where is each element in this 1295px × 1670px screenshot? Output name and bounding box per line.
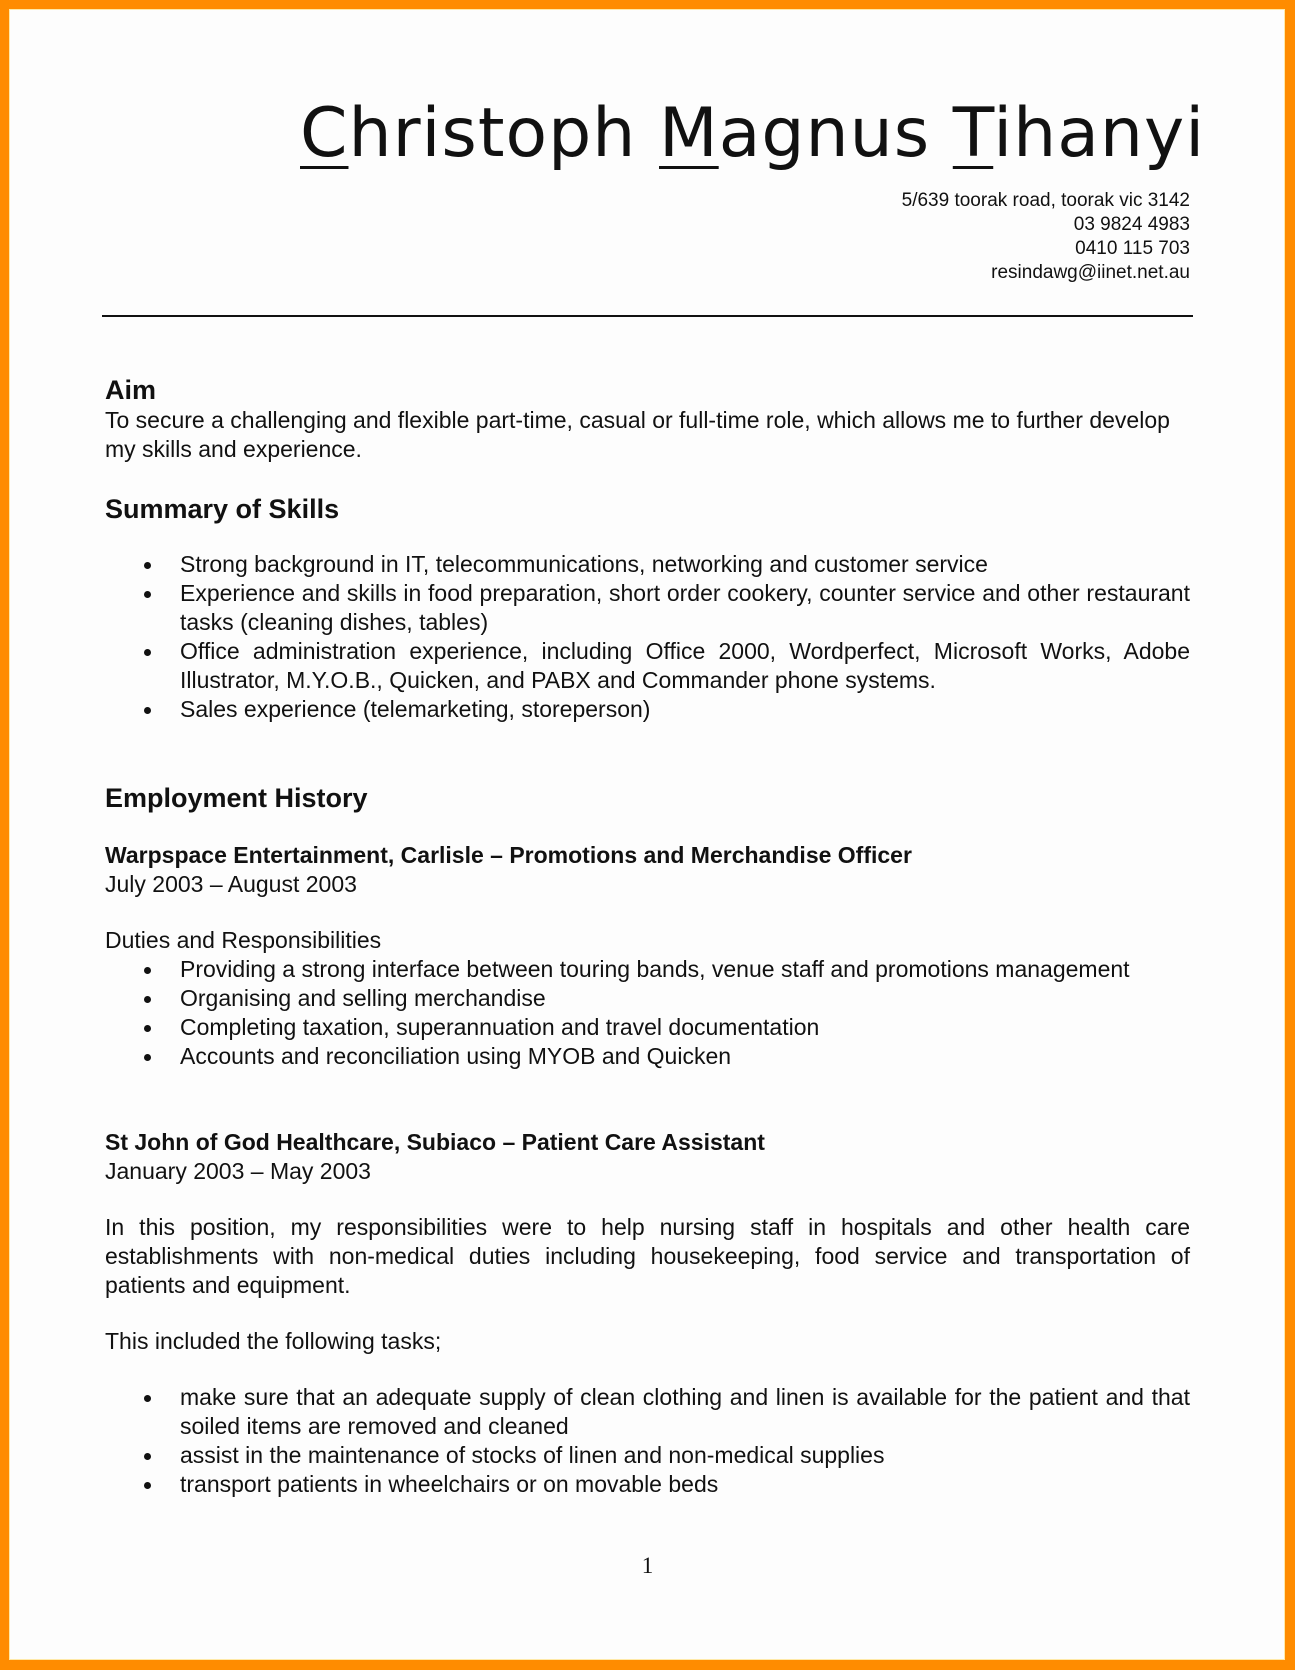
employment-section (105, 782, 1190, 1499)
job-entry (105, 1128, 1190, 1499)
task-item: transport patients in wheelchairs or on movable beds (105, 1470, 1190, 1499)
skills-list (105, 550, 1190, 724)
employment-heading: Employment History (105, 783, 368, 813)
candidate-name (300, 92, 1206, 176)
tasks-list (105, 1383, 1190, 1499)
task-item: assist in the maintenance of stocks of linen and non-medical supplies (105, 1441, 1190, 1470)
aim-section (105, 374, 1190, 464)
skills-section (105, 493, 1190, 724)
name-last-rest: ihanyi (993, 94, 1206, 173)
contact-phone: 03 9824 4983 (1073, 214, 1190, 235)
skills-heading: Summary of Skills (105, 494, 340, 524)
task-item: make sure that an adequate supply of clean clothing and linen is available for the patient and that soiled items are removed and cleaned (105, 1383, 1190, 1441)
job-description: In this position, my responsibilities were to help nursing staff in hospitals and other health care establishments with non-medical duties including housekeeping, food service and transportation of patients and equipment. (105, 1214, 1190, 1298)
duty-item: Providing a strong interface between touring bands, venue staff and promotions management (105, 955, 1190, 984)
name-first-rest: hristoph (348, 94, 637, 173)
skills-item: Sales experience (telemarketing, storeperson) (105, 695, 1190, 724)
job-dates: January 2003 – May 2003 (105, 1158, 371, 1184)
aim-text: To secure a challenging and flexible part-time, casual or full-time role, which allows me to further develop my skills and experience. (105, 407, 1170, 462)
resume-body (105, 374, 1190, 1499)
name-initial-middle: M (659, 94, 719, 173)
duties-list (105, 955, 1190, 1071)
contact-block (902, 189, 1190, 285)
job-title: Warpspace Entertainment, Carlisle – Promotions and Merchandise Officer (105, 842, 912, 868)
tasks-label: This included the following tasks; (105, 1328, 442, 1354)
duty-item: Accounts and reconciliation using MYOB and Quicken (105, 1042, 1190, 1071)
contact-email: resindawg@iinet.net.au (991, 262, 1190, 283)
name-initial-last: T (952, 94, 994, 173)
duty-item: Completing taxation, superannuation and travel documentation (105, 1013, 1190, 1042)
skills-item: Office administration experience, including Office 2000, Wordperfect, Microsoft Works, Adobe Illustrator, M.Y.O.B., Quicken, and PABX and Commander phone systems. (105, 637, 1190, 695)
skills-item: Experience and skills in food preparation, short order cookery, counter service and other restaurant tasks (cleaning dishes, tables) (105, 579, 1190, 637)
job-title: St John of God Healthcare, Subiaco – Patient Care Assistant (105, 1129, 765, 1155)
page-number: 1 (641, 1553, 654, 1578)
aim-heading: Aim (105, 375, 157, 405)
skills-item: Strong background in IT, telecommunications, networking and customer service (105, 550, 1190, 579)
job-entry (105, 841, 1190, 1071)
name-middle-rest: agnus (718, 94, 931, 173)
name-initial-first: C (300, 94, 349, 173)
job-dates: July 2003 – August 2003 (105, 871, 357, 897)
duties-label: Duties and Responsibilities (105, 927, 382, 953)
contact-address: 5/639 toorak road, toorak vic 3142 (901, 190, 1190, 211)
contact-mobile: 0410 115 703 (1075, 238, 1190, 259)
header-divider (102, 315, 1193, 317)
duty-item: Organising and selling merchandise (105, 984, 1190, 1013)
